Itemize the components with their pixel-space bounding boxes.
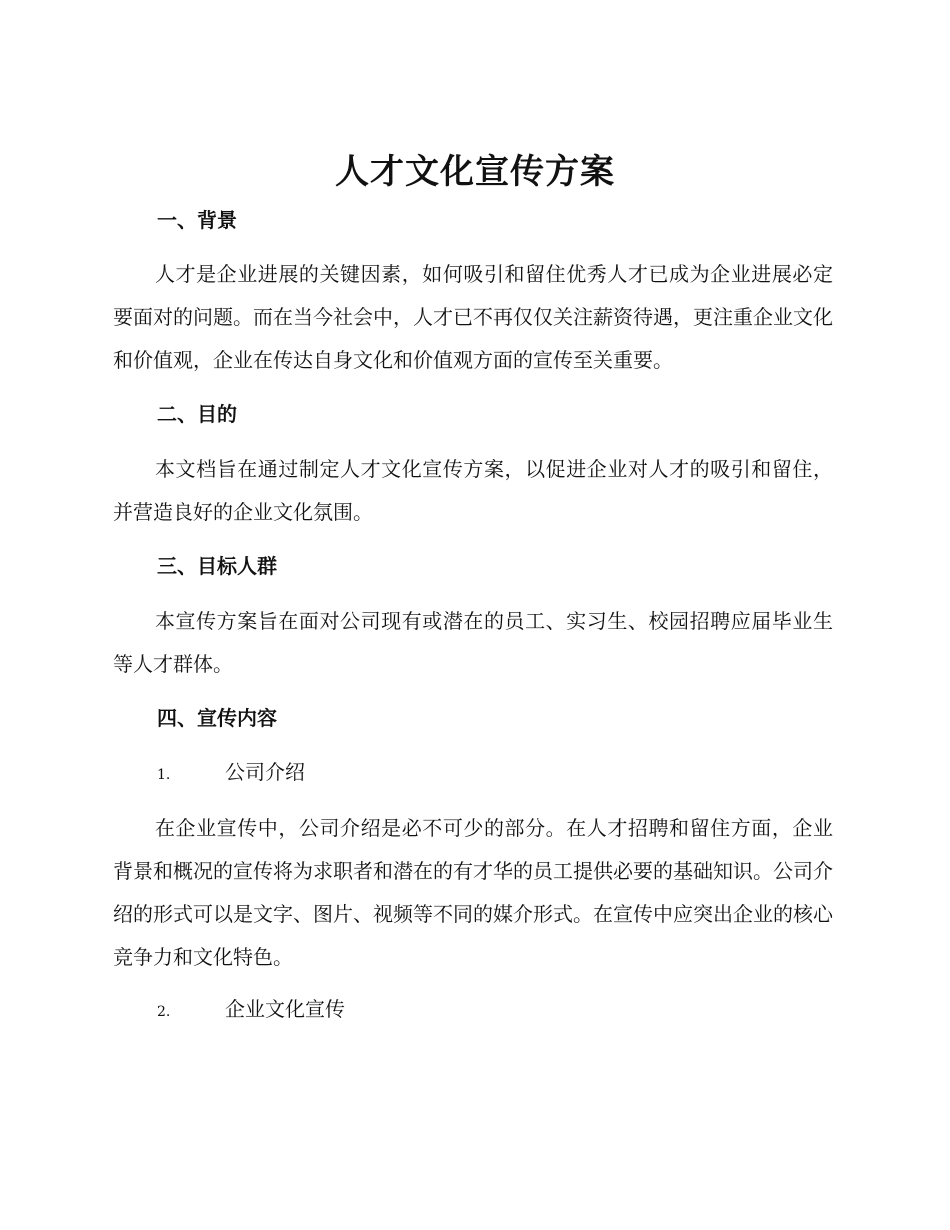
list-item-culture-promotion <box>157 995 345 1026</box>
section-heading-background: 一、背景 <box>157 208 237 232</box>
list-item-number: 1. <box>157 767 171 783</box>
section-paragraph-target-audience: 本宣传方案旨在面对公司现有或潜在的员工、实习生、校园招聘应届毕业生等人才群体。 <box>113 609 833 676</box>
list-paragraph-company-intro: 在企业宣传中，公司介绍是必不可少的部分。在人才招聘和留住方面，企业背景和概况的宣传将为求职者和潜在的有才华的员工提供必要的基础知识。公司介绍的形式可以是文字、图片、视频等不同的媒介形式。在宣传中应突出企业的核心竞争力和文化特色。 <box>113 816 833 969</box>
section-heading-target-audience: 三、目标人群 <box>157 554 277 578</box>
list-item-label: 企业文化宣传 <box>225 997 345 1021</box>
list-item-number: 2. <box>157 1004 171 1020</box>
section-paragraph-purpose: 本文档旨在通过制定人才文化宣传方案，以促进企业对人才的吸引和留住，并营造良好的企业文化氛围。 <box>113 457 833 524</box>
list-item-company-intro <box>157 758 305 789</box>
document-title: 人才文化宣传方案 <box>335 152 615 192</box>
section-heading-purpose: 二、目的 <box>157 402 237 426</box>
list-item-label: 公司介绍 <box>225 760 305 784</box>
section-heading-content: 四、宣传内容 <box>157 706 277 730</box>
section-paragraph-background: 人才是企业进展的关键因素，如何吸引和留住优秀人才已成为企业进展必定要面对的问题。而在当今社会中，人才已不再仅仅关注薪资待遇，更注重企业文化和价值观，企业在传达自身文化和价值观方面的宣传至关重要。 <box>113 262 833 372</box>
